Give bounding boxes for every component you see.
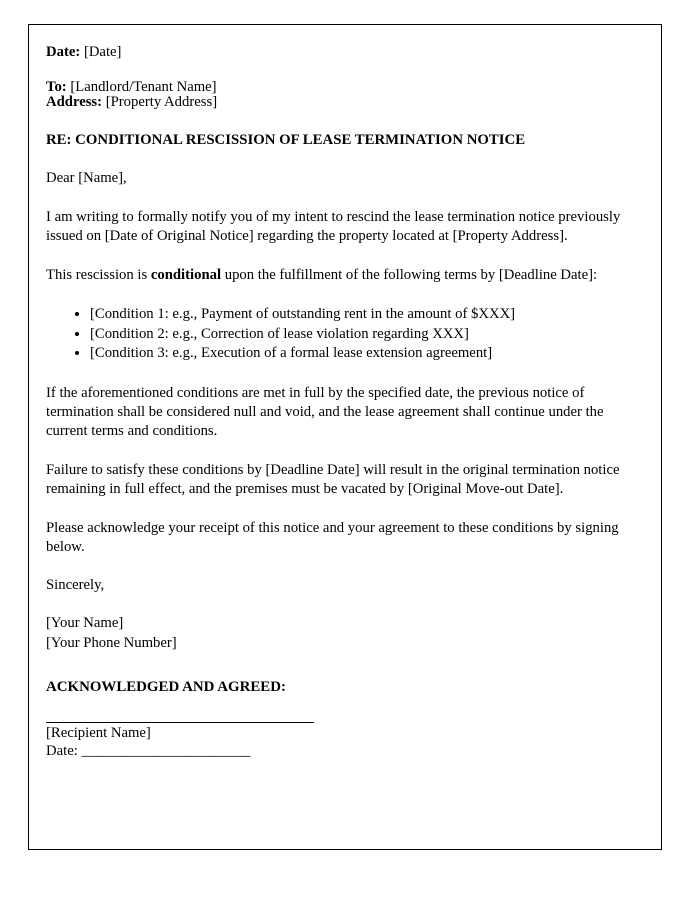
- conditional-text-1: This rescission is: [46, 267, 151, 284]
- letter-sheet: [28, 24, 662, 850]
- to-row: [46, 80, 634, 95]
- closing: Sincerely,: [46, 577, 105, 594]
- sender-block: [46, 614, 634, 652]
- sender-name: [Your Name]: [46, 615, 124, 632]
- signature-block: [46, 722, 634, 760]
- letter-body: [46, 45, 634, 760]
- list-item: • [Condition 1: e.g., Payment of outstanding rent in the amount of $XXX]: [90, 305, 634, 324]
- date-label: Date:: [46, 44, 81, 60]
- sender-phone: [Your Phone Number]: [46, 634, 177, 651]
- acknowledgement-heading: ACKNOWLEDGED AND AGREED:: [46, 678, 286, 695]
- list-item: • [Condition 2: e.g., Correction of lease violation regarding XXX]: [90, 325, 634, 344]
- paragraph-acknowledge-request: Please acknowledge your receipt of this notice and your agreement to these conditions by signing below.: [46, 520, 619, 556]
- paragraph-compliance: If the aforementioned conditions are met in full by the specified date, the previous notice of termination shall be considered null and void, and the lease agreement shall continue under the current terms and conditions.: [46, 384, 604, 439]
- paragraph-failure: Failure to satisfy these conditions by [Deadline Date] will result in the original termination notice remaining in full effect, and the premises must be vacated by [Original Move-out Date].: [46, 461, 620, 498]
- list-item: • [Condition 3: e.g., Execution of a formal lease extension agreement]: [90, 344, 634, 363]
- conditional-emphasis: conditional: [150, 267, 222, 284]
- conditions-list: [46, 305, 634, 363]
- conditional-text-2: upon the fulfillment of the following terms by [Deadline Date]:: [221, 267, 598, 284]
- paragraph-conditional: [46, 266, 634, 285]
- paragraph-intent: I am writing to formally notify you of my intent to rescind the lease termination notice previously issued on [Date of Original Notice] regarding the property located at [Property Address].: [46, 209, 621, 245]
- salutation: Dear [Name],: [46, 170, 127, 187]
- address-label: Address:: [46, 94, 103, 111]
- to-value: [Landlord/Tenant Name]: [70, 78, 217, 95]
- signature-line: [46, 722, 314, 723]
- to-label: To:: [46, 78, 67, 95]
- signature-date-line: Date: _______________________: [46, 742, 251, 759]
- date-row: [46, 45, 634, 60]
- address-row: [46, 95, 634, 110]
- address-value: [Property Address]: [105, 94, 218, 111]
- recipient-name: [Recipient Name]: [46, 724, 151, 741]
- subject-heading: RE: CONDITIONAL RESCISSION OF LEASE TERMINATION NOTICE: [46, 132, 526, 149]
- date-value: [Date]: [83, 44, 122, 60]
